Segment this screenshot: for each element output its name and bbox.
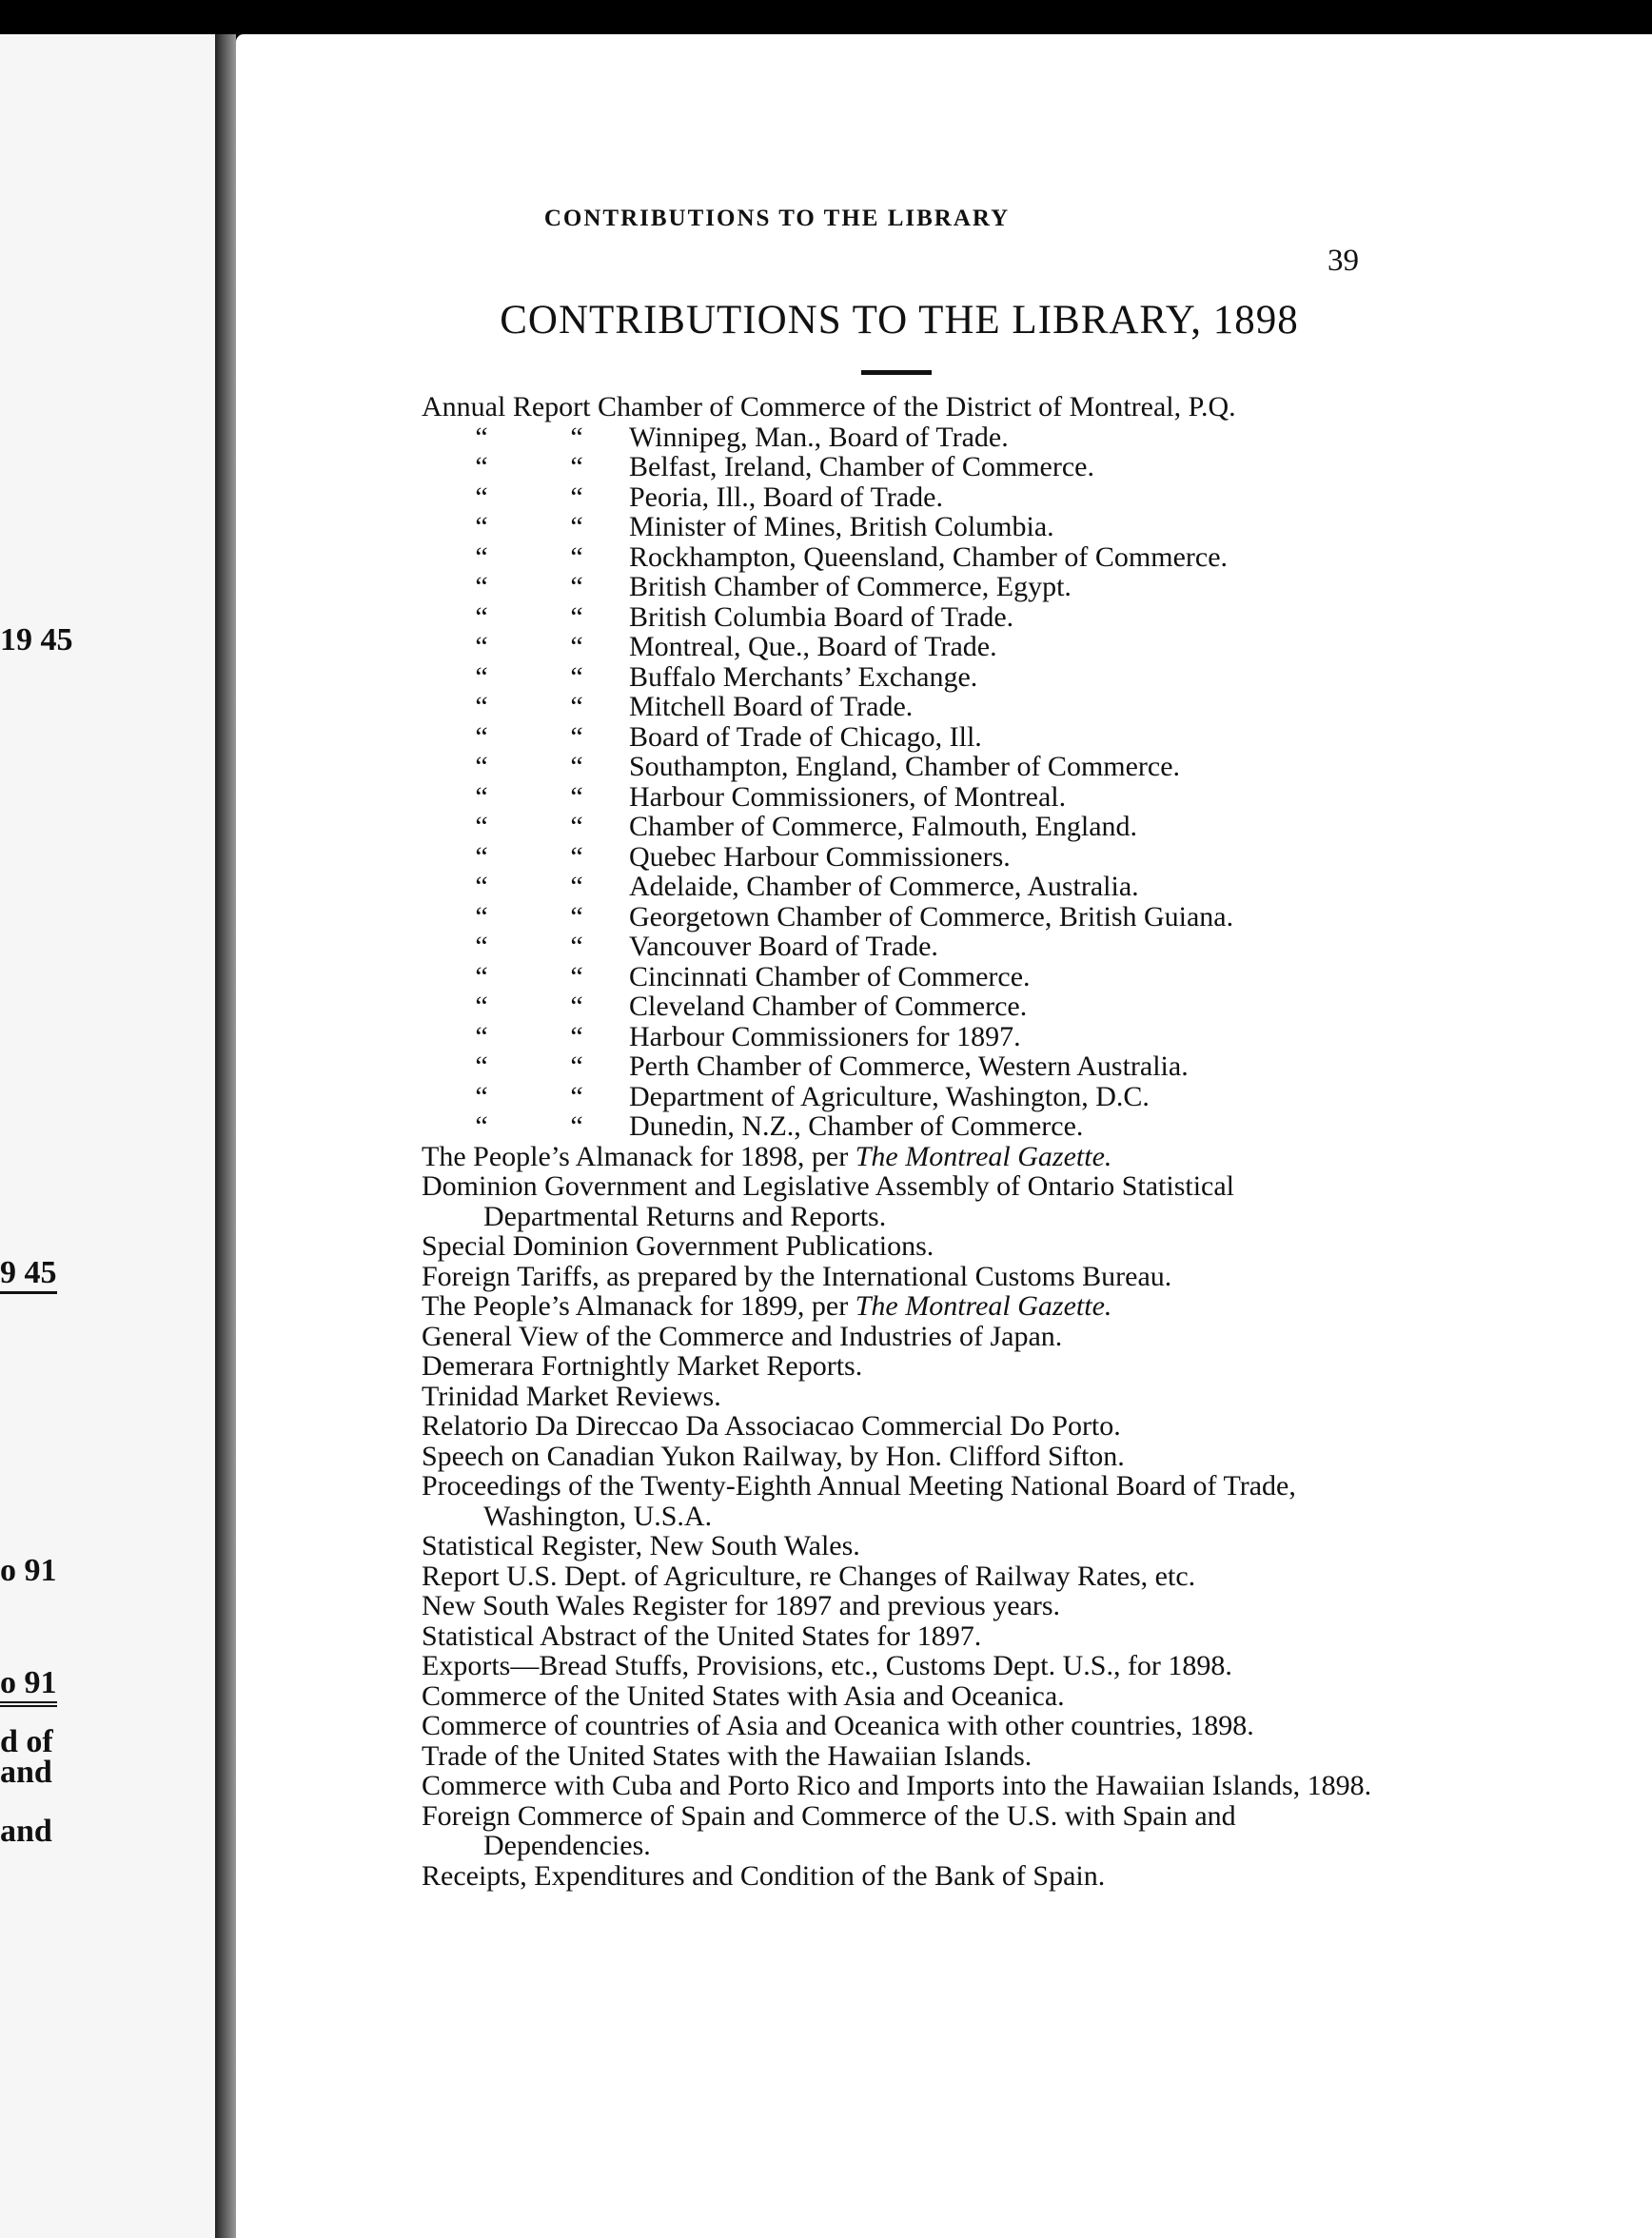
ditto-mark: “ xyxy=(475,1020,488,1052)
ditto-mark: “ xyxy=(570,571,583,602)
list-item: Commerce with Cuba and Porto Rico and Imports into the Hawaiian Islands, 1898. xyxy=(422,1770,1372,1801)
ditto-mark: “ xyxy=(475,900,488,932)
book-gutter xyxy=(215,34,236,2238)
list-item: General View of the Commerce and Industries of Japan. xyxy=(422,1320,1063,1352)
list-item: Statistical Abstract of the United States for 1897. xyxy=(422,1620,982,1652)
ditto-mark: “ xyxy=(475,780,488,813)
ditto-mark: “ xyxy=(570,421,583,453)
margin-fragment: 19 45 xyxy=(0,622,73,658)
ditto-mark: “ xyxy=(570,511,583,542)
entry-text: Adelaide, Chamber of Commerce, Australia. xyxy=(629,871,1139,902)
list-item: Receipts, Expenditures and Condition of the Bank of Spain. xyxy=(422,1859,1106,1892)
list-item xyxy=(422,872,1392,902)
list-item: Speech on Canadian Yukon Railway, by Hon. Clifford Sifton. xyxy=(422,1440,1125,1472)
ditto-mark: “ xyxy=(475,481,488,513)
entry-text: British Columbia Board of Trade. xyxy=(629,600,1014,633)
list-item: Dominion Government and Legislative Assembly of Ontario Statistical Departmental Returns and Reports. xyxy=(422,1170,1235,1232)
list-item: Relatorio Da Direccao Da Associacao Commercial Do Porto. xyxy=(422,1410,1121,1442)
entry-text: The People’s Almanack for 1899, per xyxy=(422,1290,856,1322)
list-item xyxy=(422,1022,1392,1052)
ditto-mark: “ xyxy=(570,811,583,842)
contributions-list xyxy=(422,392,1392,1891)
ditto-mark: “ xyxy=(570,660,583,693)
margin-fragment: and xyxy=(0,1814,52,1849)
list-item xyxy=(422,542,1392,573)
ditto-mark: “ xyxy=(570,751,583,782)
list-item: Report U.S. Dept. of Agriculture, re Changes of Railway Rates, etc. xyxy=(422,1560,1196,1592)
list-item xyxy=(422,752,1392,782)
entry-text: Rockhampton, Queensland, Chamber of Commerce. xyxy=(629,540,1229,573)
list-item xyxy=(422,842,1392,873)
ditto-mark: “ xyxy=(570,931,583,962)
entry-text: Winnipeg, Man., Board of Trade. xyxy=(629,421,1009,453)
entry-text: Quebec Harbour Commissioners. xyxy=(629,840,1011,873)
list-item xyxy=(422,812,1392,842)
list-item xyxy=(422,722,1392,753)
list-item xyxy=(422,932,1392,962)
list-item: New South Wales Register for 1897 and previous years. xyxy=(422,1590,1061,1621)
list-item xyxy=(422,782,1392,813)
list-item xyxy=(422,482,1392,513)
entry-text: Buffalo Merchants’ Exchange. xyxy=(629,660,978,693)
list-item xyxy=(422,632,1392,662)
ditto-mark: “ xyxy=(570,960,583,992)
list-item xyxy=(422,1291,1392,1322)
entry-text: Minister of Mines, British Columbia. xyxy=(629,511,1054,542)
margin-fragment: and xyxy=(0,1755,52,1790)
list-item: Commerce of countries of Asia and Oceanica with other countries, 1898. xyxy=(422,1710,1254,1741)
entry-text: Peoria, Ill., Board of Trade. xyxy=(629,481,943,513)
ditto-mark: “ xyxy=(475,660,488,693)
list-item: Commerce of the United States with Asia and Oceanica. xyxy=(422,1679,1065,1712)
running-head: CONTRIBUTIONS TO THE LIBRARY xyxy=(543,206,1011,231)
ditto-mark: “ xyxy=(570,900,583,932)
ditto-mark: “ xyxy=(570,1050,583,1082)
facing-page-edge xyxy=(0,34,215,2238)
entry-text: Chamber of Commerce, Falmouth, England. xyxy=(629,811,1138,842)
ditto-mark: “ xyxy=(475,691,488,722)
entry-text: The People’s Almanack for 1898, per xyxy=(422,1140,856,1172)
entry-text: Cleveland Chamber of Commerce. xyxy=(629,991,1028,1022)
list-item xyxy=(422,512,1392,542)
ditto-mark: “ xyxy=(475,751,488,782)
list-item: Foreign Commerce of Spain and Commerce of the U.S. with Spain and Dependencies. xyxy=(422,1799,1236,1861)
ditto-mark: “ xyxy=(475,991,488,1022)
ditto-mark: “ xyxy=(570,780,583,813)
entry-text: Harbour Commissioners for 1897. xyxy=(629,1020,1021,1052)
list-item xyxy=(422,602,1392,633)
ditto-list xyxy=(422,422,1392,1142)
entry-text: Belfast, Ireland, Chamber of Commerce. xyxy=(629,451,1094,482)
entry-text: Department of Agriculture, Washington, D.C. xyxy=(629,1080,1150,1112)
list-item: Proceedings of the Twenty-Eighth Annual Meeting National Board of Trade, Washington, U.S.A. xyxy=(422,1470,1296,1532)
ditto-mark: “ xyxy=(475,871,488,902)
entry-text: British Chamber of Commerce, Egypt. xyxy=(629,571,1072,602)
list-item xyxy=(422,572,1392,602)
source-title: The Montreal Gazette. xyxy=(855,1290,1112,1322)
ditto-mark: “ xyxy=(475,571,488,602)
entry-text: Southampton, England, Chamber of Commerce. xyxy=(629,751,1181,782)
source-title: The Montreal Gazette. xyxy=(855,1140,1112,1172)
ditto-mark: “ xyxy=(475,421,488,453)
ditto-mark: “ xyxy=(570,631,583,662)
margin-fragment: o 91 xyxy=(0,1553,57,1588)
page-title: CONTRIBUTIONS TO THE LIBRARY, 1898 xyxy=(500,298,1299,343)
lead-label: Annual Report xyxy=(422,391,591,422)
entry-text: Mitchell Board of Trade. xyxy=(629,691,914,722)
ditto-mark: “ xyxy=(570,600,583,633)
lead-text: Chamber of Commerce of the District of Montreal, P.Q. xyxy=(597,391,1236,422)
entry-text: Vancouver Board of Trade. xyxy=(629,931,938,962)
list-item xyxy=(422,1111,1392,1142)
ditto-mark: “ xyxy=(475,720,488,753)
entry-text: Board of Trade of Chicago, Ill. xyxy=(629,720,982,753)
list-item xyxy=(422,1142,1392,1172)
list-item: Demerara Fortnightly Market Reports. xyxy=(422,1350,863,1382)
entry-text: Cincinnati Chamber of Commerce. xyxy=(629,960,1031,992)
ditto-mark: “ xyxy=(475,1080,488,1112)
ditto-mark: “ xyxy=(475,1050,488,1082)
ditto-mark: “ xyxy=(570,691,583,722)
list-item xyxy=(422,392,1392,422)
ditto-mark: “ xyxy=(570,840,583,873)
ditto-mark: “ xyxy=(475,631,488,662)
list-item xyxy=(422,962,1392,992)
list-item: Trade of the United States with the Hawaiian Islands. xyxy=(422,1739,1032,1772)
page-number: 39 xyxy=(1328,244,1359,278)
ditto-mark: “ xyxy=(570,481,583,513)
list-item xyxy=(422,1051,1392,1082)
list-item: Exports—Bread Stuffs, Provisions, etc., Customs Dept. U.S., for 1898. xyxy=(422,1650,1232,1681)
list-item xyxy=(422,422,1392,453)
ditto-mark: “ xyxy=(570,1110,583,1142)
ditto-mark: “ xyxy=(475,960,488,992)
ditto-mark: “ xyxy=(475,931,488,962)
ditto-mark: “ xyxy=(475,840,488,873)
entry-text: Dunedin, N.Z., Chamber of Commerce. xyxy=(629,1110,1084,1142)
list-item xyxy=(422,991,1392,1022)
margin-fragment: o 91 xyxy=(0,1665,57,1707)
list-item xyxy=(422,902,1392,932)
entry-text: Georgetown Chamber of Commerce, British Guiana. xyxy=(629,900,1234,932)
list-item xyxy=(422,662,1392,693)
ditto-mark: “ xyxy=(570,871,583,902)
ditto-mark: “ xyxy=(475,540,488,573)
ditto-mark: “ xyxy=(475,600,488,633)
entry-text: Harbour Commissioners, of Montreal. xyxy=(629,780,1067,813)
ditto-mark: “ xyxy=(475,511,488,542)
entry-text: Perth Chamber of Commerce, Western Australia. xyxy=(629,1050,1189,1082)
entry-text: Montreal, Que., Board of Trade. xyxy=(629,631,997,662)
margin-fragment: d of xyxy=(0,1724,53,1759)
ditto-mark: “ xyxy=(570,720,583,753)
ditto-mark: “ xyxy=(570,540,583,573)
list-item: Statistical Register, New South Wales. xyxy=(422,1530,860,1561)
list-item: Trinidad Market Reviews. xyxy=(422,1380,721,1412)
ditto-mark: “ xyxy=(570,1020,583,1052)
ditto-mark: “ xyxy=(570,1080,583,1112)
title-rule xyxy=(861,370,932,375)
list-item xyxy=(422,1082,1392,1112)
list-item: Special Dominion Government Publications. xyxy=(422,1230,934,1262)
ditto-mark: “ xyxy=(475,811,488,842)
list-item xyxy=(422,452,1392,482)
list-item: Foreign Tariffs, as prepared by the International Customs Bureau. xyxy=(422,1260,1172,1292)
ditto-mark: “ xyxy=(570,991,583,1022)
list-item xyxy=(422,692,1392,722)
ditto-mark: “ xyxy=(570,451,583,482)
margin-fragment: 9 45 xyxy=(0,1255,57,1294)
ditto-mark: “ xyxy=(475,451,488,482)
ditto-mark: “ xyxy=(475,1110,488,1142)
